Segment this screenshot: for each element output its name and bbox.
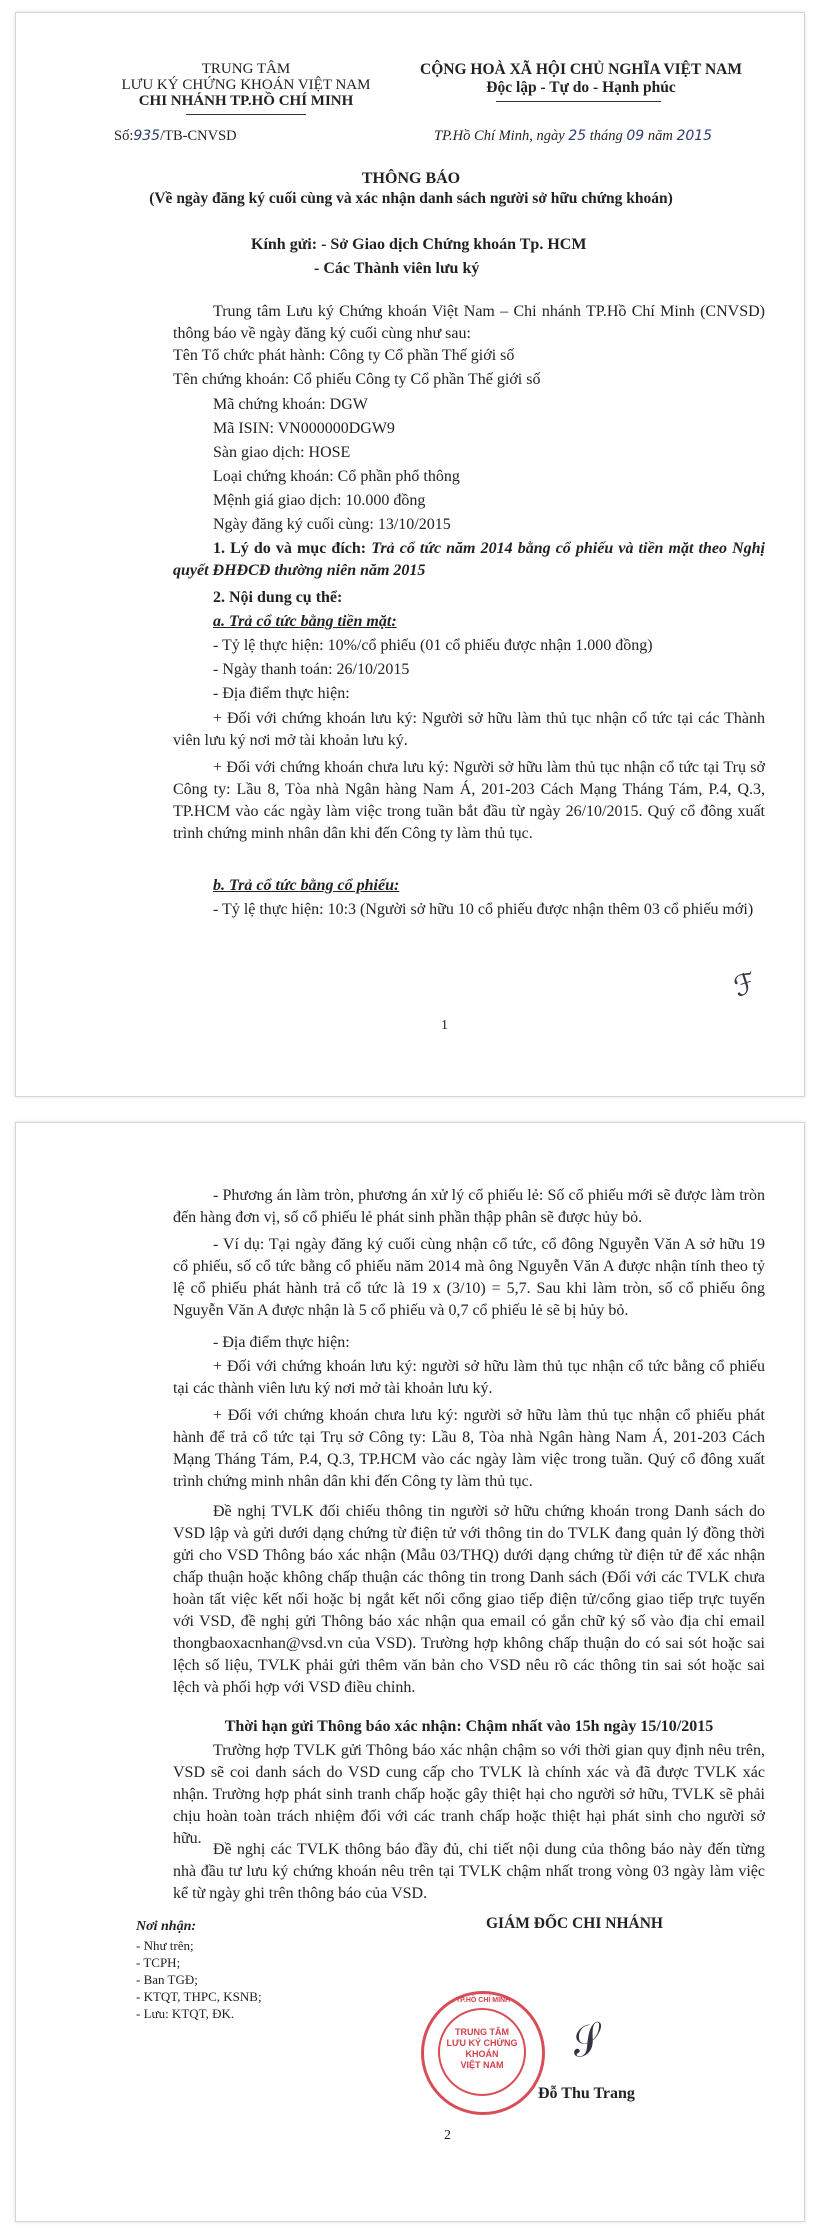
recipient-item: - Lưu: KTQT, ĐK. <box>136 2006 235 2021</box>
stock-ratio-paragraph: - Tỷ lệ thực hiện: 10:3 (Người sở hữu 10 cổ phiếu được nhận thêm 03 cổ phiếu mới) <box>213 901 754 918</box>
issuer-line: Tên Tổ chức phát hành: Công ty Cổ phần Thế giới số <box>173 347 515 364</box>
exchange-line: Sàn giao dịch: HOSE <box>213 444 351 461</box>
recipient-item: - Như trên; <box>136 1938 194 1953</box>
org-line-3: CHI NHÁNH TP.HỒ CHÍ MINH <box>138 93 354 109</box>
stamp-line: TRUNG TÂM <box>455 2027 509 2037</box>
recipients-block <box>136 1918 262 2022</box>
page-number-1: 1 <box>441 1018 448 1033</box>
stock-deposited-paragraph: + Đối với chứng khoán lưu ký: người sở hữu làm thủ tục nhận cổ tức bằng cổ phiếu tại các thành viên lưu ký nơi mở tài khoản lưu ký. <box>173 1358 765 1397</box>
nation-header <box>396 61 766 97</box>
section-1 <box>173 538 765 582</box>
recipient-line-1: Kính gửi: - Sở Giao dịch Chứng khoán Tp. HCM <box>251 236 587 253</box>
handwritten-number: 935 <box>133 128 161 144</box>
header-rule-right <box>496 101 661 102</box>
security-type-line: Loại chứng khoán: Cổ phần phổ thông <box>213 468 460 485</box>
stock-dividend-label: b. Trả cổ tức bằng cổ phiếu: <box>213 877 400 894</box>
security-name-line: Tên chứng khoán: Cổ phiếu Công ty Cổ phần Thế giới số <box>173 371 541 388</box>
recipient-line-2: - Các Thành viên lưu ký <box>314 260 480 277</box>
recipient-item: - KTQT, THPC, KSNB; <box>136 1989 262 2004</box>
isin-line: Mã ISIN: VN000000DGW9 <box>213 420 395 437</box>
cash-nondeposited-paragraph: + Đối với chứng khoán chưa lưu ký: Người sở hữu làm thủ tục nhận cổ tức tại Trụ sở Công ty: Lầu 8, Tòa nhà Ngân hàng Nam Á, 201-203 Cách Mạng Tháng Tám, P.4, Q.3, TP.HCM vào các ngày làm việc trong tuần bắt đầu từ ngày 26/10/2015. Quý cổ đông xuất trình chứng minh nhân dân khi đến Công ty làm thủ tục. <box>173 759 765 842</box>
section-1-text: Trả cổ tức năm 2014 bằng cổ phiếu và tiền mặt theo Nghị quyết ĐHĐCĐ thường niên năm 2015 <box>173 540 765 579</box>
stock-place-line: - Địa điểm thực hiện: <box>213 1334 350 1351</box>
signature-mark: 𝒮 <box>564 2014 609 2068</box>
document-date: TP.Hồ Chí Minh, ngày 25 tháng 09 năm 2015 <box>434 128 713 144</box>
initials-mark: ℱ <box>729 965 761 1004</box>
cash-paydate-line: - Ngày thanh toán: 26/10/2015 <box>213 661 410 678</box>
cash-ratio-line: - Tỷ lệ thực hiện: 10%/cổ phiếu (01 cổ phiếu được nhận 1.000 đồng) <box>213 637 653 654</box>
document-page-2 <box>15 1122 805 2222</box>
org-line-1: TRUNG TÂM <box>201 61 291 77</box>
document-number: Số:935/TB-CNVSD <box>114 128 237 144</box>
ticker-line: Mã chứng khoán: DGW <box>213 396 368 413</box>
intro-paragraph: Trung tâm Lưu ký Chứng khoán Việt Nam – Chi nhánh TP.Hồ Chí Minh (CNVSD) thông báo về ngày đăng ký cuối cùng như sau: <box>173 303 765 342</box>
record-date-line: Ngày đăng ký cuối cùng: 13/10/2015 <box>213 516 451 533</box>
example-paragraph: - Ví dụ: Tại ngày đăng ký cuối cùng nhận cổ tức, cổ đông Nguyễn Văn A sở hữu 19 cổ phiếu, số cổ tức bằng cổ phiếu năm 2014 mà ông Nguyễn Văn A được nhận tính theo tỷ lệ cổ phiếu phát hành trả cổ tức là 19 x (3/10) = 5,7. Sau khi làm tròn, số cổ phiếu ông Nguyễn Văn A được nhận là 5 cổ phiếu và 0,7 cổ phiếu lẻ sẽ bị hủy bỏ. <box>173 1236 765 1319</box>
confirmation-request-paragraph: Đề nghị TVLK đối chiếu thông tin người sở hữu chứng khoán trong Danh sách do VSD lập và gửi dưới dạng chứng từ điện tử với thông tin do TVLK đang quản lý đồng thời gửi cho VSD Thông báo xác nhận (Mẫu 03/THQ) dưới dạng chứng từ điện tử để xác nhận chấp thuận hoặc không chấp thuận các thông tin trong Danh sách (Đối với các TVLK chưa hoàn tất việc kết nối hoặc bị ngắt kết nối cổng giao tiếp điện tử/cổng giao tiếp trực tuyến với VSD, đề nghị gửi Thông báo xác nhận qua email có gắn chữ ký số vào địa chỉ email thongbaoxacnhan@vsd.vn của VSD). Trường hợp không chấp thuận do có sai sót hoặc sai lệch số liệu, TVLK phải gửi thêm văn bản cho VSD nêu rõ các thông tin sai sót hoặc sai lệch và phối hợp với VSD điều chỉnh. <box>173 1503 765 1696</box>
late-submission-paragraph: Trường hợp TVLK gửi Thông báo xác nhận chậm so với thời gian quy định nêu trên, VSD sẽ coi danh sách do VSD cung cấp cho TVLK là chính xác và đã được TVLK xác nhận. Trường hợp phát sinh tranh chấp hoặc gây thiệt hại cho người sở hữu, TVLK sẽ phải chịu hoàn toàn trách nhiệm đối với các tranh chấp hoặc thiệt hại phát sinh cho người sở hữu. <box>173 1742 765 1847</box>
document-subtitle: (Về ngày đăng ký cuối cùng và xác nhận danh sách người sở hữu chứng khoán) <box>149 190 673 207</box>
issuer-header <box>101 61 391 109</box>
notify-paragraph: Đề nghị các TVLK thông báo đầy đủ, chi tiết nội dung của thông báo này đến từng nhà đầu tư lưu ký chứng khoán nêu trên tại TVLK chậm nhất trong vòng 03 ngày làm việc kể từ ngày ghi trên thông báo của VSD. <box>173 1841 765 1902</box>
document-page-1 <box>15 12 805 1097</box>
stamp-line: VIỆT NAM <box>460 2060 504 2070</box>
stock-nondeposited-paragraph: + Đối với chứng khoán chưa lưu ký: người sở hữu làm thủ tục nhận cổ phiếu phát hành để trả cổ tức tại Trụ sở Công ty: Lầu 8, Tòa nhà Ngân hàng Nam Á, 201-203 Cách Mạng Tháng Tám, P.4, Q.3, TP.HCM vào các ngày làm việc trong tuần. Quý cổ đông xuất trình chứng minh nhân dân khi đến Công ty làm thủ tục. <box>173 1407 765 1490</box>
par-value-line: Mệnh giá giao dịch: 10.000 đồng <box>213 492 426 509</box>
recipient-item: - Ban TGĐ; <box>136 1972 198 1987</box>
signer-title: GIÁM ĐỐC CHI NHÁNH <box>486 1915 663 1932</box>
deadline-line: Thời hạn gửi Thông báo xác nhận: Chậm nhất vào 15h ngày 15/10/2015 <box>224 1718 714 1735</box>
recipient-item: - TCPH; <box>136 1955 181 1970</box>
stamp-ring-text: TP.HỒ CHÍ MINH <box>455 1997 511 2004</box>
document-title: THÔNG BÁO <box>361 170 461 187</box>
page-number-2: 2 <box>444 2128 451 2143</box>
section-1-label: 1. Lý do và mục đích: <box>213 540 367 557</box>
org-line-2: LƯU KÝ CHỨNG KHOÁN VIỆT NAM <box>121 77 371 93</box>
header-rule-left <box>186 114 306 115</box>
signer-name: Đỗ Thu Trang <box>538 2085 635 2102</box>
cash-dividend-label: a. Trả cổ tức bằng tiền mặt: <box>213 613 397 630</box>
recipients-label: Nơi nhận: <box>136 1919 197 1934</box>
nation-title: CỘNG HOÀ XÃ HỘI CHỦ NGHĨA VIỆT NAM <box>420 61 742 78</box>
cash-place-line: - Địa điểm thực hiện: <box>213 685 350 702</box>
stamp-line: LƯU KÝ CHỨNG KHOÁN <box>446 2038 518 2059</box>
cash-deposited-paragraph: + Đối với chứng khoán lưu ký: Người sở hữu làm thủ tục nhận cổ tức tại các Thành viên lưu ký nơi mở tài khoản lưu ký. <box>173 710 765 749</box>
nation-motto: Độc lập - Tự do - Hạnh phúc <box>486 79 676 96</box>
official-stamp <box>421 1991 545 2115</box>
rounding-paragraph: - Phương án làm tròn, phương án xử lý cổ phiếu lẻ: Số cổ phiếu mới sẽ được làm tròn đến hàng đơn vị, số cổ phiếu lẻ phát sinh phần thập phân sẽ được hủy bỏ. <box>173 1187 765 1226</box>
section-2-label: 2. Nội dung cụ thể: <box>213 589 343 606</box>
